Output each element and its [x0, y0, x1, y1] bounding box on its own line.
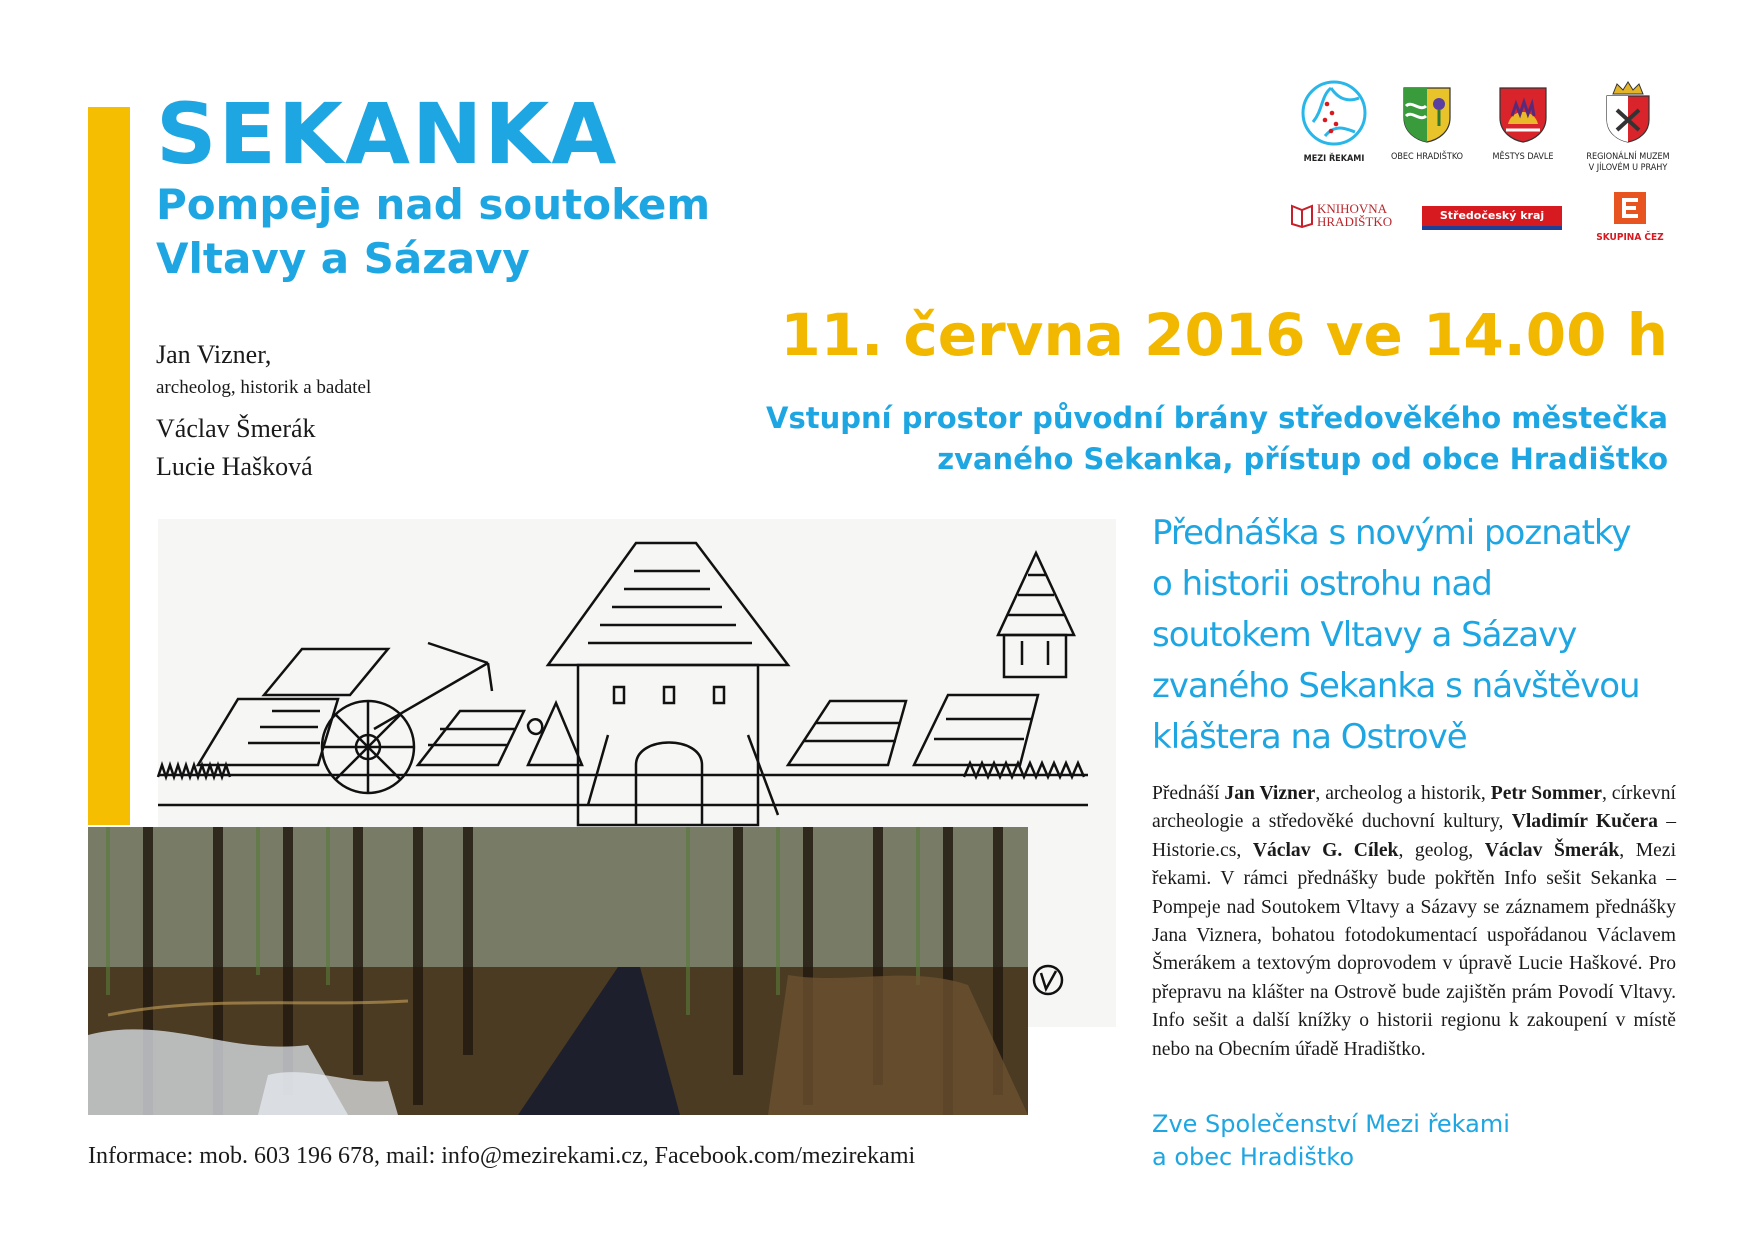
- venue-line-1: Vstupní prostor původní brány středověkého městečka: [766, 401, 1668, 435]
- logo-regionalni-muzeum: [1580, 80, 1676, 174]
- logo-knihovna-hradistko: [1290, 202, 1400, 228]
- logo-caption: MĚSTYS DAVLE: [1492, 152, 1554, 162]
- logo-obec-hradistko: [1388, 86, 1466, 163]
- lecturer-role: archeolog, historik a badatel: [156, 377, 372, 398]
- logo-caption: Středočeský kraj: [1422, 206, 1562, 226]
- flag-stripe: [1422, 226, 1562, 230]
- mezi-rekami-emblem-icon: [1301, 80, 1367, 146]
- speaker-name: Jan Vizner: [1224, 783, 1316, 804]
- headline-line: zvaného Sekanka s návštěvou: [1152, 666, 1640, 706]
- logo-mezi-rekami: [1290, 80, 1378, 165]
- description-run: , církevní archeologie a středověké duchovní kultury,: [1152, 783, 1676, 833]
- headline-line: Přednáška s novými poznatky: [1152, 513, 1631, 553]
- invitation-line: a obec Hradištko: [1152, 1143, 1355, 1171]
- logo-caption: V JÍLOVÉM U PRAHY: [1588, 163, 1668, 173]
- description-run: , Mezi řekami. V rámci přednášky bude pokřtěn Info sešit Sekanka – Pompeje nad Soutokem Vltavy a Sázavy se záznamem přednášky Jana Viznera, bohatou fotodokumentací uspořádanou Václavem Šmerákem a textovým doprovodem v úpravě Lucie Haškové. Pro přepravu na klášter na Ostrově bude zajištěn prám Povodí Vltavy. Info sešit a další knížky o historii regionu k zakoupení v místě nebo na Obecním úřadě Hradištko.: [1152, 839, 1677, 1060]
- poster-subtitle: [156, 178, 710, 286]
- invitation-line: Zve Společenství Mezi řekami: [1152, 1110, 1510, 1138]
- logo-caption: KNIHOVNA: [1317, 201, 1388, 216]
- headline-line: kláštera na Ostrově: [1152, 717, 1467, 757]
- gate-illustration: [88, 515, 1116, 1115]
- logo-stredocesky-kraj: [1422, 206, 1562, 230]
- book-icon: [1290, 202, 1314, 228]
- lecturer-name: Václav Šmerák: [156, 414, 316, 443]
- jilove-coat-of-arms-icon: [1603, 80, 1653, 144]
- lecturer-name: Jan Vizner,: [156, 340, 272, 369]
- logo-skupina-cez: [1590, 192, 1670, 243]
- contact-info: Informace: mob. 603 196 678, mail: info@mezirekami.cz, Facebook.com/mezirekami: [88, 1143, 916, 1169]
- headline-line: o historii ostrohu nad: [1152, 564, 1492, 604]
- speaker-name: Václav Šmerák: [1484, 839, 1620, 861]
- logo-caption: HRADIŠTKO: [1317, 214, 1393, 229]
- davle-coat-of-arms-icon: [1498, 86, 1548, 144]
- logo-caption: REGIONÁLNÍ MUZEM: [1586, 152, 1670, 162]
- description-run: – Historie.cs,: [1152, 811, 1677, 861]
- logo-mestys-davle: [1486, 86, 1560, 163]
- lecturer-name: Lucie Hašková: [156, 452, 313, 481]
- logo-caption: MEZI ŘEKAMI: [1303, 154, 1365, 164]
- headline-line: soutokem Vltavy a Sázavy: [1152, 615, 1577, 655]
- lecturer-list: [156, 340, 371, 486]
- speaker-name: Václav G. Cílek: [1252, 839, 1399, 861]
- invitation: [1152, 1108, 1510, 1174]
- subtitle-line-2: Vltavy a Sázavy: [156, 234, 530, 283]
- speaker-name: Petr Sommer: [1490, 783, 1602, 804]
- cez-logo-icon: [1614, 192, 1646, 224]
- speaker-name: Vladimír Kučera: [1511, 811, 1658, 833]
- hradistko-coat-of-arms-icon: [1402, 86, 1452, 144]
- sekanka-gate-drawing-and-photo: [88, 515, 1116, 1115]
- description-run: , geolog,: [1398, 839, 1485, 861]
- lecture-headline: [1152, 508, 1712, 763]
- venue-line-2: zvaného Sekanka, přístup od obce Hradištko: [937, 442, 1668, 476]
- event-date: 11. června 2016 ve 14.00 h: [780, 301, 1668, 369]
- lecture-description: [1152, 780, 1676, 1064]
- partner-logos: [1290, 80, 1680, 260]
- description-run: Přednáší: [1152, 783, 1225, 804]
- description-run: , archeolog a historik,: [1315, 783, 1491, 804]
- poster-title: SEKANKA: [156, 85, 619, 183]
- logo-caption: OBEC HRADIŠTKO: [1390, 152, 1464, 162]
- subtitle-line-1: Pompeje nad soutokem: [156, 180, 711, 229]
- logo-caption: SKUPINA ČEZ: [1596, 232, 1664, 243]
- event-venue: [766, 398, 1668, 480]
